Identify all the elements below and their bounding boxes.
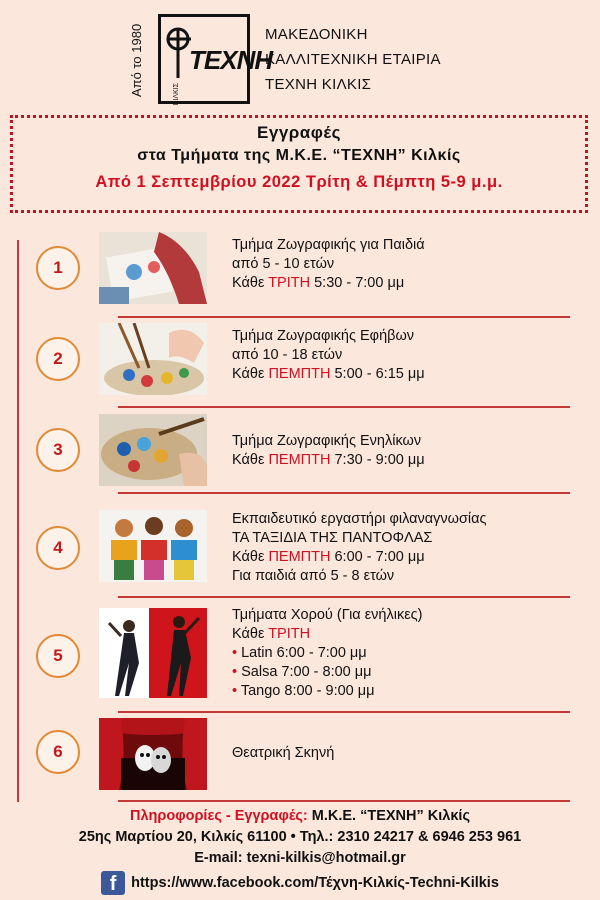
dance-class-tango — [232, 682, 423, 701]
organization-name — [265, 22, 441, 97]
item-age: Για παιδιά από 5 - 8 ετών — [232, 568, 395, 584]
item-title: Τμήματα Χορού (Για ενήλικες) — [232, 607, 423, 623]
info-org: Μ.Κ.Ε. “ΤΕΧΝΗ” Κιλκίς — [307, 808, 470, 824]
logo-small-text: ΚΙΛΚΙΣ — [173, 83, 180, 106]
item-title: Τμήμα Ζωγραφικής για Παιδιά — [232, 237, 425, 253]
separator — [118, 800, 570, 802]
schedule-prefix: Κάθε — [232, 366, 269, 382]
item-description — [232, 432, 425, 470]
item-title: Εκπαιδευτικό εργαστήρι φιλαναγνωσίας — [232, 511, 487, 527]
schedule-day: ΤΡΙΤΗ — [268, 275, 311, 291]
separator — [118, 492, 570, 494]
item-title: Τμήμα Ζωγραφικής Ενηλίκων — [232, 433, 422, 449]
item-description — [232, 327, 425, 384]
theatre-stage-image — [99, 718, 207, 790]
schedule-time: 5:00 - 6:15 μμ — [330, 366, 425, 382]
item-schedule — [232, 625, 423, 644]
logo-text: ΤΕΧΝΗ — [189, 45, 273, 75]
separator — [118, 596, 570, 598]
schedule-day: ΤΡΙΤΗ — [268, 626, 311, 642]
dance-image — [99, 608, 207, 698]
email-line[interactable]: E-mail: texni-kilkis@hotmail.gr — [194, 850, 406, 866]
bullet-icon: • — [232, 683, 238, 699]
separator — [118, 316, 570, 318]
dance-class-latin — [232, 644, 423, 663]
timeline-line — [17, 240, 19, 802]
org-line-1: ΜΑΚΕΔΟΝΙΚΗ — [265, 26, 368, 43]
item-description — [232, 744, 334, 763]
bullet-icon: • — [232, 664, 238, 680]
header — [0, 0, 600, 112]
footer — [0, 806, 600, 897]
item-schedule — [232, 274, 425, 293]
schedule-time: 7:30 - 9:00 μμ — [330, 452, 425, 468]
bullet-icon: • — [232, 645, 238, 661]
item-schedule — [232, 548, 487, 567]
item-number: 2 — [36, 337, 80, 381]
info-line — [0, 806, 600, 827]
kids-reading-image — [99, 510, 207, 582]
schedule-prefix: Κάθε — [232, 626, 269, 642]
item-number: 1 — [36, 246, 80, 290]
schedule-prefix: Κάθε — [232, 452, 269, 468]
item-age: από 5 - 10 ετών — [232, 256, 335, 272]
item-number: 3 — [36, 428, 80, 472]
facebook-icon[interactable]: f — [101, 871, 125, 895]
registration-subtitle: στα Τμήματα της Μ.Κ.Ε. “ΤΕΧΝΗ” Κιλκίς — [137, 147, 461, 164]
item-schedule — [232, 451, 425, 470]
registration-date: Από 1 Σεπτεμβρίου 2022 Τρίτη & Πέμπτη 5-9 μ.μ. — [95, 173, 503, 191]
kids-painting-image — [99, 232, 207, 304]
item-schedule — [232, 365, 425, 384]
adult-palette-image — [99, 414, 207, 486]
facebook-link[interactable]: https://www.facebook.com/Τέχνη-Κιλκίς-Techni-Kilkis — [131, 875, 499, 891]
org-line-3: ΤΕΧΝΗ ΚΙΛΚΙΣ — [265, 76, 372, 93]
since-label: Από το 1980 — [129, 23, 144, 97]
schedule-day: ΠΕΜΠΤΗ — [268, 452, 331, 468]
item-number: 5 — [36, 634, 80, 678]
dance-class-text: Tango 8:00 - 9:00 μμ — [240, 683, 375, 699]
item-description — [232, 510, 487, 586]
item-description — [232, 606, 423, 701]
info-label: Πληροφορίες - Εγγραφές: — [130, 808, 308, 824]
item-description — [232, 236, 425, 293]
item-subtitle: ΤΑ ΤΑΞΙΔΙΑ ΤΗΣ ΠΑΝΤΟΦΛΑΣ — [232, 530, 433, 546]
registration-box — [10, 115, 588, 213]
separator — [118, 711, 570, 713]
separator — [118, 406, 570, 408]
schedule-day: ΠΕΜΠΤΗ — [268, 549, 331, 565]
schedule-prefix: Κάθε — [232, 549, 269, 565]
schedule-time: 5:30 - 7:00 μμ — [310, 275, 405, 291]
dance-class-salsa — [232, 663, 423, 682]
dance-class-text: Latin 6:00 - 7:00 μμ — [241, 645, 367, 661]
logo — [158, 14, 273, 106]
dance-class-text: Salsa 7:00 - 8:00 μμ — [241, 664, 372, 680]
item-title: Θεατρική Σκηνή — [232, 745, 335, 761]
item-number: 6 — [36, 730, 80, 774]
schedule-time: 6:00 - 7:00 μμ — [330, 549, 425, 565]
facebook-line[interactable] — [0, 869, 600, 897]
schedule-day: ΠΕΜΠΤΗ — [268, 366, 331, 382]
item-age: από 10 - 18 ετών — [232, 347, 343, 363]
item-number: 4 — [36, 526, 80, 570]
item-title: Τμήμα Ζωγραφικής Εφήβων — [232, 328, 415, 344]
org-line-2: ΚΑΛΛΙΤΕΧΝΙΚΗ ΕΤΑΙΡΙΑ — [265, 51, 441, 68]
paint-palette-image — [99, 323, 207, 395]
registration-title: Εγγραφές — [257, 123, 341, 142]
address-line: 25ης Μαρτίου 20, Κιλκίς 61100 • Τηλ.: 2310 24217 & 6946 253 961 — [78, 829, 522, 845]
schedule-prefix: Κάθε — [232, 275, 269, 291]
